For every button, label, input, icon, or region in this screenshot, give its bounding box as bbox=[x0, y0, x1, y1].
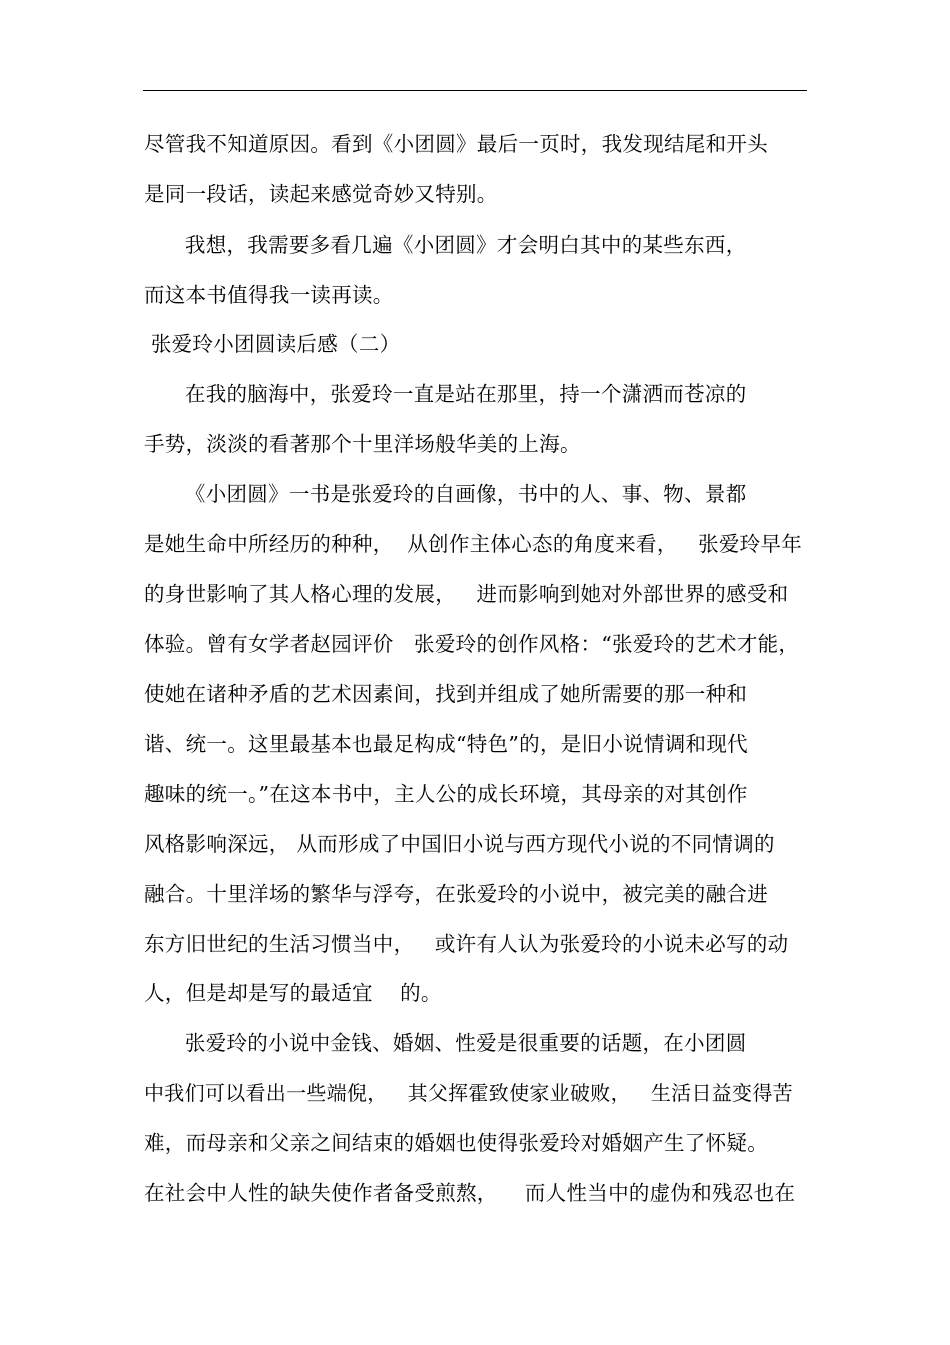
text-line: 使她在诸种矛盾的艺术因素间，找到并组成了她所需要的那一种和 bbox=[144, 682, 748, 706]
text-line: 趣味的统一。”在这本书中，主人公的成长环境，其母亲的对其创作 bbox=[144, 782, 748, 806]
text-line: 风格影响深远， 从而形成了中国旧小说与西方现代小说的不同情调的 bbox=[144, 832, 775, 856]
header-rule bbox=[143, 90, 807, 91]
text-line: 我想，我需要多看几遍《小团圆》才会明白其中的某些东西， bbox=[144, 233, 747, 257]
section-heading: 张爱玲小团圆读后感（二） bbox=[144, 332, 401, 356]
text-line: 的身世影响了其人格心理的发展， 进而影响到她对外部世界的感受和 bbox=[144, 582, 789, 606]
text-line: 手势，淡淡的看著那个十里洋场般华美的上海。 bbox=[144, 432, 581, 456]
text-line: 体验。曾有女学者赵园评价 张爱玲的创作风格：“张爱玲的艺术才能， bbox=[144, 632, 800, 656]
text-line: 融合。十里洋场的繁华与浮夸，在张爱玲的小说中，被完美的融合进 bbox=[144, 882, 768, 906]
text-line: 难，而母亲和父亲之间结束的婚姻也使得张爱玲对婚姻产生了怀疑。 bbox=[144, 1131, 768, 1155]
text-line: 《小团圆》一书是张爱玲的自画像，书中的人、事、物、景都 bbox=[144, 482, 747, 506]
text-line: 在社会中人性的缺失使作者备受煎熬， 而人性当中的虚伪和残忍也在 bbox=[144, 1181, 796, 1205]
text-line: 东方旧世纪的生活习惯当中， 或许有人认为张爱玲的小说未必写的动 bbox=[144, 932, 789, 956]
text-line: 张爱玲的小说中金钱、婚姻、性爱是很重要的话题，在小团圆 bbox=[144, 1031, 747, 1055]
text-line: 而这本书值得我一读再读。 bbox=[144, 283, 394, 307]
text-line: 是她生命中所经历的种种， 从创作主体心态的角度来看， 张爱玲早年 bbox=[144, 532, 803, 556]
text-line: 是同一段话，读起来感觉奇妙又特别。 bbox=[144, 182, 498, 206]
text-line: 在我的脑海中，张爱玲一直是站在那里，持一个潇洒而苍凉的 bbox=[144, 382, 747, 406]
text-line: 人，但是却是写的最适宜 的。 bbox=[144, 981, 442, 1005]
text-line: 中我们可以看出一些端倪， 其父挥霍致使家业破败， 生活日益变得苦 bbox=[144, 1081, 793, 1105]
text-line: 谐、统一。这里最基本也最足构成“特色”的，是旧小说情调和现代 bbox=[144, 732, 748, 756]
text-line: 尽管我不知道原因。看到《小团圆》最后一页时，我发现结尾和开头 bbox=[144, 132, 768, 156]
